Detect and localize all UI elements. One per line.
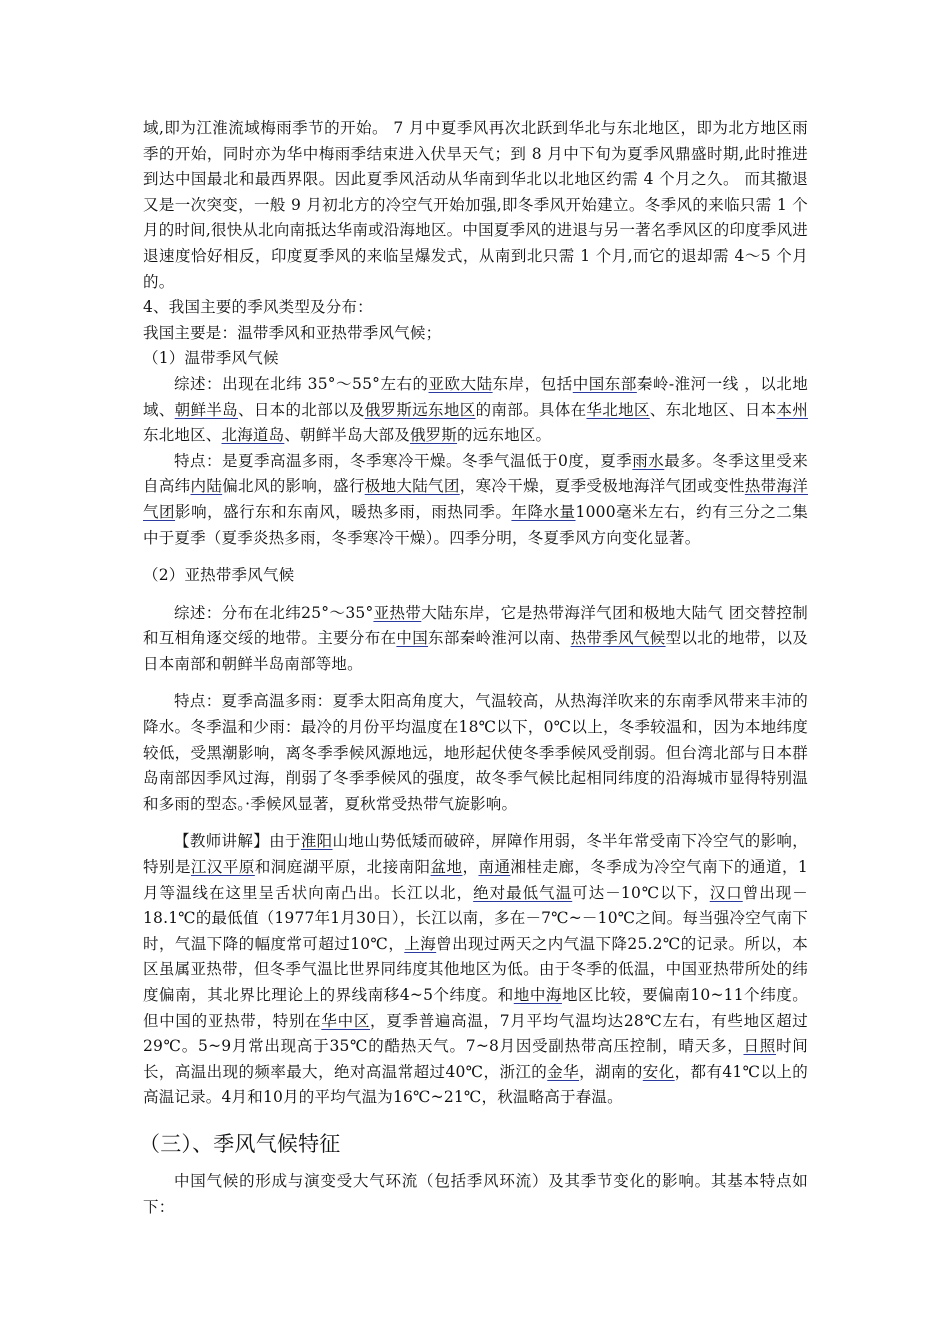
heading-subtropical-monsoon bbox=[143, 563, 808, 589]
hyperlink[interactable]: 安化 bbox=[642, 1062, 675, 1081]
hyperlink[interactable]: 内陆 bbox=[190, 477, 223, 496]
hyperlink[interactable]: 年降水量 bbox=[511, 502, 576, 521]
hyperlink[interactable]: 日照 bbox=[743, 1037, 777, 1056]
paragraph-teacher-explanation bbox=[143, 829, 808, 1111]
paragraph-temperate-features bbox=[143, 449, 808, 551]
text-run: 综述：分布在北纬25°～35° bbox=[174, 603, 374, 622]
hyperlink[interactable]: 俄罗斯远东地区 bbox=[364, 400, 476, 419]
hyperlink[interactable]: 盆地 bbox=[430, 858, 463, 877]
hyperlink[interactable]: 江汉平原 bbox=[190, 858, 255, 877]
text-run: 、朝鲜半岛大部及 bbox=[284, 426, 410, 445]
hyperlink[interactable]: 极地大陆气团 bbox=[364, 477, 460, 496]
hyperlink[interactable]: 亚欧大陆 bbox=[428, 374, 493, 393]
text-run: 东部秦岭淮河以南、 bbox=[428, 629, 571, 648]
paragraph-temperate-summary bbox=[143, 372, 808, 449]
text-run: 特点：是夏季高温多雨，冬季寒冷干燥。冬季气温低于0度，夏季 bbox=[174, 451, 633, 470]
hyperlink[interactable]: 俄罗斯 bbox=[409, 426, 458, 445]
hyperlink[interactable]: 南通 bbox=[478, 858, 511, 877]
text-run: （1）温带季风气候 bbox=[143, 349, 279, 368]
text-run: 我国主要是：温带季风和亚热带季风气候； bbox=[143, 323, 442, 342]
document-body bbox=[139, 116, 809, 1220]
text-run: ，寒冷干燥，夏季受极地海洋气团或变性 bbox=[459, 477, 745, 496]
hyperlink[interactable]: 朝鲜半岛 bbox=[174, 400, 239, 419]
paragraph-summer-monsoon-progress bbox=[143, 116, 808, 295]
text-run: 时间长，高温出现的频率最大，绝对高温常超过40℃，浙江的 bbox=[143, 1037, 808, 1081]
hyperlink[interactable]: 中国 bbox=[396, 629, 429, 648]
text-run: 综述：出现在北纬 35°～55°左右的 bbox=[174, 374, 429, 393]
heading-monsoon-types bbox=[143, 295, 808, 321]
hyperlink[interactable]: 金华 bbox=[547, 1062, 580, 1081]
text-run: 东岸，包括 bbox=[492, 374, 573, 393]
hyperlink[interactable]: 淮阳 bbox=[300, 832, 333, 851]
hyperlink[interactable]: 地中海 bbox=[513, 986, 562, 1004]
text-run: ，湖南的 bbox=[579, 1062, 643, 1081]
hyperlink[interactable]: 华中区 bbox=[321, 1011, 371, 1030]
text-run: 偏北风的影响，盛行 bbox=[222, 477, 365, 496]
hyperlink[interactable]: 上海 bbox=[404, 934, 437, 953]
hyperlink[interactable]: 中国东部 bbox=[572, 374, 637, 393]
text-run: 特点：夏季高温多雨：夏季太阳高角度大，气温较高，从热海洋吹来的东南季风带来丰沛的降水。冬季温和少雨：最冷的月份平均温度在18℃以下，0℃以上，冬季较温和，因为本地纬度较低，受黑潮影响，离冬季季候风源地远，地形起伏使冬季季候风受削弱。但台湾北部与日本群岛南部因季风过海，削弱了冬季季候风的强度，故冬季气候比起相同纬度的沿海城市显得特别温和多雨的型态。·季候风显著，夏秋常受热带气旋影响。 bbox=[143, 692, 808, 813]
text-run: 型以北的地带，以及日本南部和朝鲜半岛南部等地。 bbox=[143, 629, 808, 673]
text-run: 最多。冬季这里受来自高纬 bbox=[143, 451, 808, 496]
hyperlink[interactable]: 本州 bbox=[776, 400, 808, 419]
text-run: 【教师讲解】由于 bbox=[174, 832, 301, 851]
hyperlink[interactable]: 雨水 bbox=[632, 451, 665, 470]
text-run: 、东北地区、日本 bbox=[649, 400, 777, 419]
text-run: 大陆东岸，它是热带海洋气团和极地大陆气 团交替控制和互相角逐交绥的地带。主要分布在 bbox=[143, 603, 808, 648]
text-run: 的南部。具体在 bbox=[475, 400, 587, 419]
text-run: ， bbox=[462, 858, 479, 877]
section-heading-monsoon-features bbox=[139, 1129, 808, 1159]
text-run: 1000毫米左右，约有三分之二集中于夏季（夏季炎热多雨，冬季寒冷干燥）。四季分明，冬夏季风方向变化显著。 bbox=[143, 502, 808, 547]
hyperlink[interactable]: 亚热带 bbox=[373, 603, 422, 622]
text-run: 曾出现过两天之内气温下降25.2℃的记录。所以，本区虽属亚热带，但冬季气温比世界同纬度其他地区为低。由于冬季的低温，中国亚热带所处的纬度偏南，其北界比理论上的界线南移4~5个纬度。和 bbox=[143, 934, 808, 1004]
hyperlink[interactable]: 绝对最低气温 bbox=[473, 883, 573, 902]
text-run: 影响，盛行东和东南风，暖热多雨，雨热同季。 bbox=[175, 502, 512, 521]
heading-temperate-monsoon bbox=[143, 346, 808, 372]
text-run: 域,即为江淮流域梅雨季节的开始。 7 月中夏季风再次北跃到华北与东北地区，即为北方地区雨季的开始，同时亦为华中梅雨季结束进入伏旱天气；到 8 月中下旬为夏季风鼎盛时期,此时推进到达中国最北和最西界限。因此夏季风活动从华南到华北以北地区约需 4 个月之久。 而其撤退又是一次突变，一般 9 月初北方的冷空气开始加强,即冬季风开始建立。冬季风的来临只需 1 个月的时间,很快从北向南抵达华南或沿海地区。中国夏季风的进退与另一著名季风区的印度季风进退速度恰好相反，印度夏季风的来临呈爆发式，从南到北只需 1 个月,而它的退却需 4～5 个月的。 bbox=[143, 119, 808, 291]
text-run: （三）、季风气候特征 bbox=[139, 1131, 341, 1156]
text-run: 的远东地区。 bbox=[457, 426, 552, 445]
paragraph-subtropical-summary bbox=[143, 601, 808, 678]
text-run: ，夏季普遍高温，7月平均气温均达28℃左右，有些地区超过29℃。5~9月常出现高于35℃的酷热天气。7~8月因受副热带高压控制，晴天多， bbox=[143, 1011, 808, 1056]
paragraph-climate-intro bbox=[143, 1169, 808, 1220]
hyperlink[interactable]: 北海道岛 bbox=[221, 426, 285, 445]
paragraph-main-types bbox=[143, 321, 808, 347]
text-run: 可达－10℃以下， bbox=[572, 883, 710, 902]
text-run: 秦岭-淮河一线 ，以北地域、 bbox=[143, 374, 808, 419]
text-run: 中国气候的形成与演变受大气环流（包括季风环流）及其季节变化的影响。其基本特点如下： bbox=[143, 1171, 808, 1216]
hyperlink[interactable]: 华北地区 bbox=[586, 400, 650, 419]
text-run: 地区比较，要偏南10~11个纬度。但中国的亚热带，特别在 bbox=[143, 986, 808, 1030]
text-run: ，都有41℃以上的高温记录。4月和10月的平均气温为16℃~21℃，秋温略高于春温。 bbox=[143, 1062, 809, 1107]
hyperlink[interactable]: 热带海洋气团 bbox=[143, 477, 808, 521]
text-run: （2）亚热带季风气候 bbox=[143, 566, 295, 585]
hyperlink[interactable]: 热带季风气候 bbox=[570, 629, 666, 648]
text-run: 东北地区、 bbox=[143, 426, 222, 445]
text-run: 4、我国主要的季风类型及分布： bbox=[143, 298, 373, 317]
text-run: 湘桂走廊，冬季成为冷空气南下的通道，1月等温线在这里呈舌状向南凸出。长江以北， bbox=[143, 858, 808, 902]
text-run: 、日本的北部以及 bbox=[238, 400, 365, 419]
text-run: 山地山势低矮而破碎，屏障作用弱，冬半年常受南下冷空气的影响，特别是 bbox=[143, 832, 808, 877]
hyperlink[interactable]: 汉口 bbox=[709, 883, 743, 902]
text-run: 和洞庭湖平原，北接南阳 bbox=[254, 858, 431, 877]
text-run: 曾出现－18.1℃的最低值（1977年1月30日），长江以南，多在－7℃~－10℃之间。每当强冷空气南下时，气温下降的幅度常可超过10℃， bbox=[143, 883, 808, 953]
paragraph-subtropical-features bbox=[143, 689, 808, 817]
